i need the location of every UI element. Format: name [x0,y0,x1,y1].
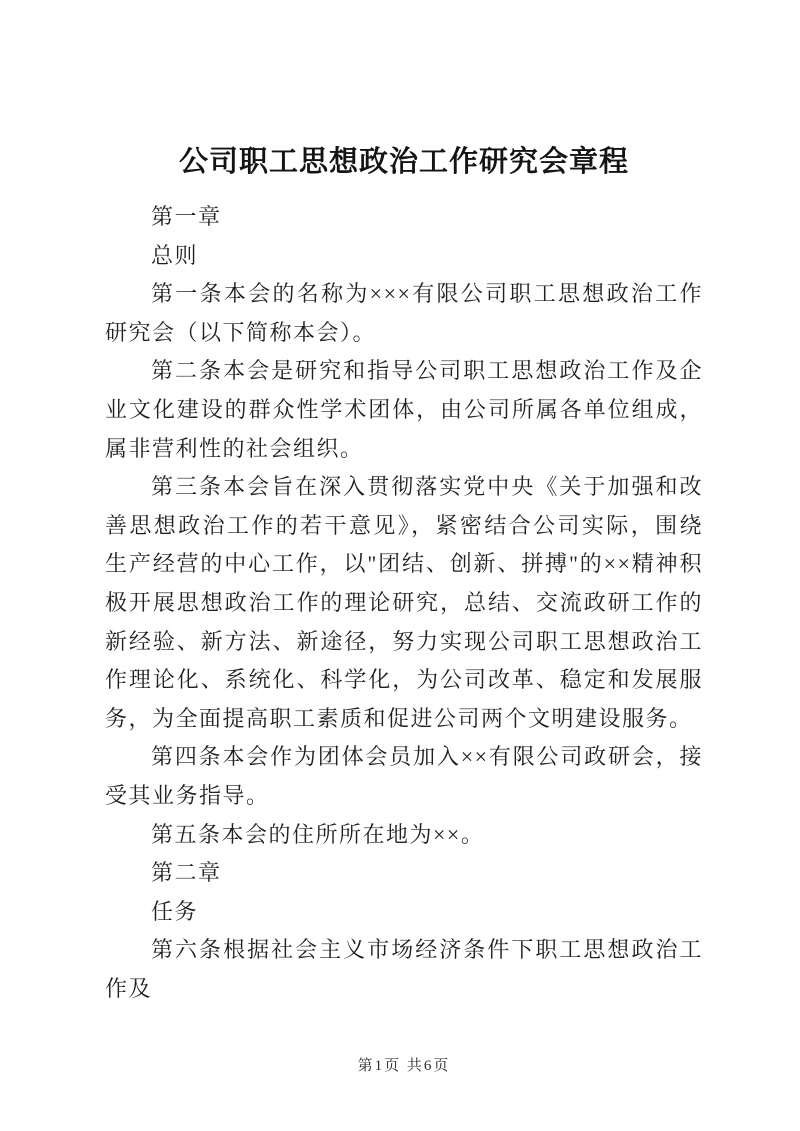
article-2-paragraph: 第二条本会是研究和指导公司职工思想政治工作及企业文化建设的群众性学术团体，由公司所属各单位组成，属非营利性的社会组织。 [105,358,703,461]
document-title: 公司职工思想政治工作研究会章程 [178,146,629,178]
chapter-1-heading: 第一章 [151,204,222,229]
page-indicator: 第1页 共6页 [357,1058,451,1074]
page-footer [105,1054,703,1075]
article-1-paragraph: 第一条本会的名称为×××有限公司职工思想政治工作研究会（以下简称本会）。 [105,281,703,345]
section-title-general-provisions: 总则 [151,242,199,268]
chapter-2-heading: 第二章 [151,860,222,886]
article-4-paragraph: 第四条本会作为团体会员加入××有限公司政研会，接受其业务指导。 [105,744,703,808]
article-5-paragraph: 第五条本会的住所所在地为××。 [151,821,485,847]
section-title-tasks: 任务 [151,898,199,924]
article-3-paragraph: 第三条本会旨在深入贯彻落实党中央《关于加强和改善思想政治工作的若干意见》，紧密结合公司实际，围绕生产经营的中心工作，以"团结、创新、拼搏"的××精神积极开展思想政治工作的理论研究，总结、交流政研工作的新经验、新方法、新途径，努力实现公司职工思想政治工作理论化、系统化、科学化，为公司改革、稳定和发展服务，为全面提高职工素质和促进公司两个文明建设服务。 [105,474,703,731]
article-6-paragraph: 第六条根据社会主义市场经济条件下职工思想政治工作及 [105,937,703,1001]
